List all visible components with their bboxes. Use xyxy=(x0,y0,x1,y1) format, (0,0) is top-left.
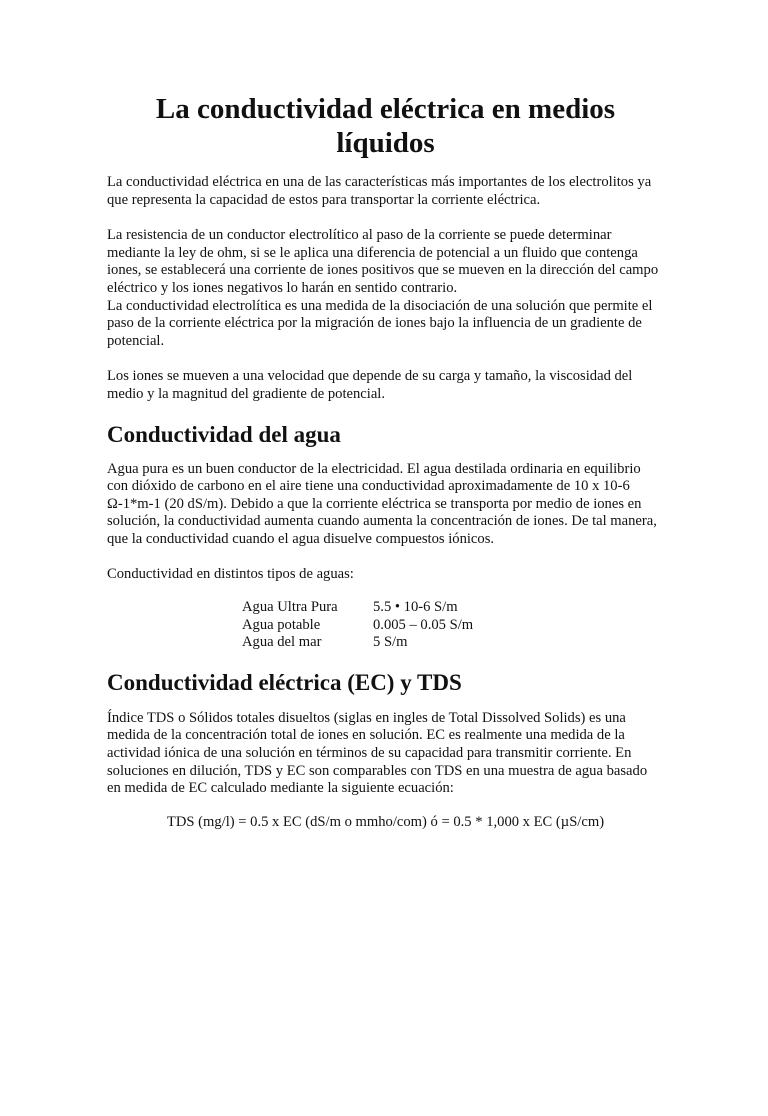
intro-paragraph-1: La conductividad eléctrica en una de las características más importantes de los electrolitos ya que representa la capacidad de estos para transportar la corriente eléctrica. xyxy=(107,174,652,208)
tds-formula: TDS (mg/l) = 0.5 x EC (dS/m o mmho/com) ó = 0.5 * 1,000 x EC (µS/cm) xyxy=(166,813,605,830)
intro-paragraph-3: La conductividad electrolítica es una medida de la disociación de una solución que permite el paso de la corriente eléctrica por la migración de iones bajo la influencia de un gradiente de potencial. xyxy=(107,297,653,349)
document-page xyxy=(0,92,768,1116)
table-row xyxy=(242,599,473,617)
intro-paragraph-2: La resistencia de un conductor electrolítico al paso de la corriente se puede determinar mediante la ley de ohm, si se le aplica una diferencia de potencial a un fluido que contenga iones, se establecerá una corriente de iones positivos que se mueven en la dirección del campo eléctrico y los iones negativos lo harán en sentido contrario. xyxy=(107,227,659,296)
water-type: Agua potable xyxy=(242,616,321,633)
table-row xyxy=(242,617,473,635)
intro-paragraph-4: Los iones se mueven a una velocidad que depende de su carga y tamaño, la viscosidad del medio y la magnitud del gradiente de potencial. xyxy=(107,368,633,402)
water-paragraph: Agua pura es un buen conductor de la electricidad. El agua destilada ordinaria en equilibrio con dióxido de carbono en el aire tiene una conductividad aproximadamente de 10 x 10-6 Ω-1*m-1 (20 dS/m). Debido a que la corriente eléctrica se transporta por medio de iones en solución, la conductividad aumenta cuando aumenta la concentración de iones. De tal manera, que la conductividad cuando el agua disuelve compuestos iónicos. xyxy=(107,460,657,547)
ec-paragraph: Índice TDS o Sólidos totales disueltos (siglas en ingles de Total Dissolved Solids) es una medida de la concentración total de iones en solución. EC es realmente una medida de la actividad iónica de una solución en términos de su capacidad para transmitir corriente. En soluciones en dilución, TDS y EC son comparables con TDS en una muestra de agua basado en medida de EC calculado mediante la siguiente ecuación: xyxy=(107,709,648,797)
conductivity-value: 5.5 • 10-6 S/m xyxy=(373,599,458,616)
table-row xyxy=(242,634,473,652)
section-heading-water: Conductividad del agua xyxy=(107,421,341,447)
document-title: La conductividad eléctrica en medios líquidos xyxy=(155,93,616,159)
conductivity-table xyxy=(242,599,473,652)
conductivity-value: 5 S/m xyxy=(373,634,408,651)
water-type: Agua Ultra Pura xyxy=(242,599,338,616)
water-type: Agua del mar xyxy=(242,634,322,651)
table-intro: Conductividad en distintos tipos de aguas: xyxy=(107,565,354,582)
conductivity-value: 0.005 – 0.05 S/m xyxy=(373,616,474,633)
section-heading-ec-tds: Conductividad eléctrica (EC) y TDS xyxy=(107,669,462,695)
